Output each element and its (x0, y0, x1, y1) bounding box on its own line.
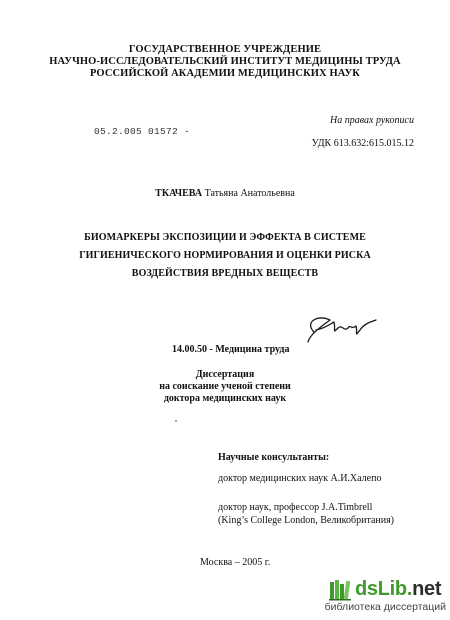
institution-line-3: РОССИЙСКОЙ АКАДЕМИИ МЕДИЦИНСКИХ НАУК (89, 68, 361, 79)
watermark-brand (355, 578, 441, 600)
thesis-title-line-2: ГИГИЕНИЧЕСКОГО НОРМИРОВАНИЯ И ОЦЕНКИ РИСКА (79, 250, 371, 261)
author-name (0, 189, 450, 199)
dslib-watermark[interactable] (324, 578, 446, 618)
print-speck (175, 420, 177, 422)
degree-purpose: на соискание ученой степени (159, 381, 291, 392)
thesis-title-line-3: ВОЗДЕЙСТВИЯ ВРЕДНЫХ ВЕЩЕСТВ (131, 268, 319, 279)
signature-image (300, 312, 378, 346)
watermark-brand-tld: net (412, 578, 442, 600)
consultant-2-line-2: (King’s College London, Великобритания) (218, 515, 395, 526)
udc-code: УДК 613.632:615.015.12 (311, 138, 414, 149)
manuscript-note: На правах рукописи (330, 115, 414, 126)
consultant-1: доктор медицинских наук А.И.Халепо (218, 473, 382, 484)
degree-name: доктора медицинских наук (163, 393, 287, 404)
specialty-code: 14.00.50 - Медицина труда (172, 344, 290, 355)
author-given-names: Татьяна Анатольевна (204, 188, 295, 199)
watermark-caption: библиотека диссертаций (324, 601, 446, 613)
thesis-title-line-1: БИОМАРКЕРЫ ЭКСПОЗИЦИИ И ЭФФЕКТА В СИСТЕМЕ (84, 232, 366, 243)
institution-line-1: ГОСУДАРСТВЕННОЕ УЧРЕЖДЕНИЕ (128, 44, 322, 55)
watermark-brand-dot: . (406, 578, 413, 600)
watermark-brand-main: dsLib (355, 578, 407, 600)
consultant-2-line-1: доктор наук, профессор J.A.Timbrell (218, 502, 373, 513)
author-surname: ТКАЧЕВА (155, 188, 203, 199)
archive-stamp: 05.2.005 01572 - (94, 126, 191, 137)
place-and-year: Москва – 2005 г. (200, 557, 271, 568)
consultants-heading: Научные консультанты: (218, 452, 330, 463)
dissertation-label: Диссертация (195, 369, 255, 380)
books-icon (328, 579, 352, 601)
institution-line-2: НАУЧНО-ИССЛЕДОВАТЕЛЬСКИЙ ИНСТИТУТ МЕДИЦИНЫ ТРУДА (49, 56, 401, 67)
